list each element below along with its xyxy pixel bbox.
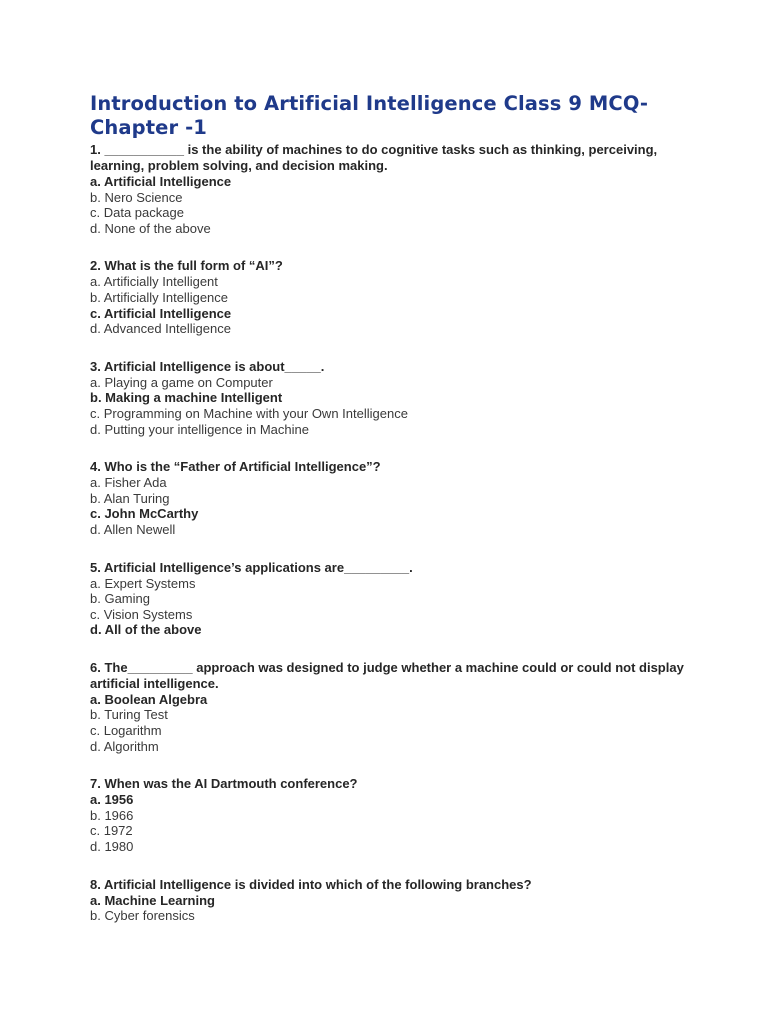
answer-option: b. Turing Test	[90, 707, 168, 723]
answer-option: a. Fisher Ada	[90, 475, 167, 491]
answer-option: d. Advanced Intelligence	[90, 321, 231, 337]
answer-option: d. Allen Newell	[90, 521, 176, 537]
question-block	[90, 660, 690, 754]
answer-option-correct: a. Machine Learning	[90, 892, 215, 908]
answer-option-correct: b. Making a machine Intelligent	[90, 390, 283, 406]
answer-option: d. 1980	[90, 839, 134, 855]
question-text: 5. Artificial Intelligence’s applications are_________.	[90, 559, 413, 575]
question-spacer	[90, 437, 690, 459]
question-spacer	[90, 337, 690, 359]
question-text: 7. When was the AI Dartmouth conference?	[90, 776, 358, 792]
question-text: 1. ___________ is the ability of machines to do cognitive tasks such as thinking, perceiving, learning, problem solving, and decision making.	[90, 142, 658, 173]
question-list	[90, 142, 690, 924]
answer-option: b. Nero Science	[90, 189, 183, 205]
answer-option: c. Logarithm	[90, 723, 162, 739]
question-spacer	[90, 236, 690, 258]
question-spacer	[90, 638, 690, 660]
question-text: 4. Who is the “Father of Artificial Intelligence”?	[90, 459, 381, 475]
answer-option: b. Artificially Intelligence	[90, 289, 229, 305]
document-page	[90, 92, 690, 924]
question-text: 3. Artificial Intelligence is about_____.	[90, 358, 325, 374]
question-spacer	[90, 855, 690, 877]
question-block	[90, 359, 690, 437]
answer-option: c. 1972	[90, 823, 133, 839]
answer-option: b. Gaming	[90, 591, 150, 607]
answer-option: c. Vision Systems	[90, 606, 193, 622]
answer-option: d. None of the above	[90, 220, 211, 236]
question-block	[90, 877, 690, 924]
question-text: 6. The_________ approach was designed to judge whether a machine could or could not display artificial intelligence.	[90, 659, 684, 691]
question-block	[90, 258, 690, 336]
answer-option: b. 1966	[90, 807, 134, 823]
question-text: 2. What is the full form of “AI”?	[90, 258, 283, 274]
answer-option: b. Cyber forensics	[90, 908, 195, 924]
question-text: 8. Artificial Intelligence is divided into which of the following branches?	[90, 876, 532, 892]
page-title: Introduction to Artificial Intelligence Class 9 MCQ- Chapter -1	[90, 92, 649, 139]
answer-option-correct: a. 1956	[90, 792, 134, 808]
answer-option-correct: a. Boolean Algebra	[90, 691, 208, 707]
question-spacer	[90, 538, 690, 560]
answer-option-correct: d. All of the above	[90, 622, 202, 638]
answer-option-correct: a. Artificial Intelligence	[90, 174, 232, 189]
answer-option: d. Putting your intelligence in Machine	[90, 421, 309, 437]
question-block	[90, 560, 690, 638]
answer-option: a. Expert Systems	[90, 575, 196, 591]
answer-option: b. Alan Turing	[90, 490, 170, 506]
question-spacer	[90, 754, 690, 776]
question-block	[90, 776, 690, 854]
answer-option: a. Playing a game on Computer	[90, 374, 273, 390]
answer-option: d. Algorithm	[90, 738, 159, 754]
answer-option: c. Data package	[90, 205, 184, 221]
answer-option: a. Artificially Intelligent	[90, 274, 218, 290]
question-block	[90, 142, 690, 236]
question-block	[90, 459, 690, 537]
answer-option: c. Programming on Machine with your Own Intelligence	[90, 405, 408, 421]
answer-option-correct: c. Artificial Intelligence	[90, 305, 232, 321]
answer-option-correct: c. John McCarthy	[90, 506, 199, 522]
